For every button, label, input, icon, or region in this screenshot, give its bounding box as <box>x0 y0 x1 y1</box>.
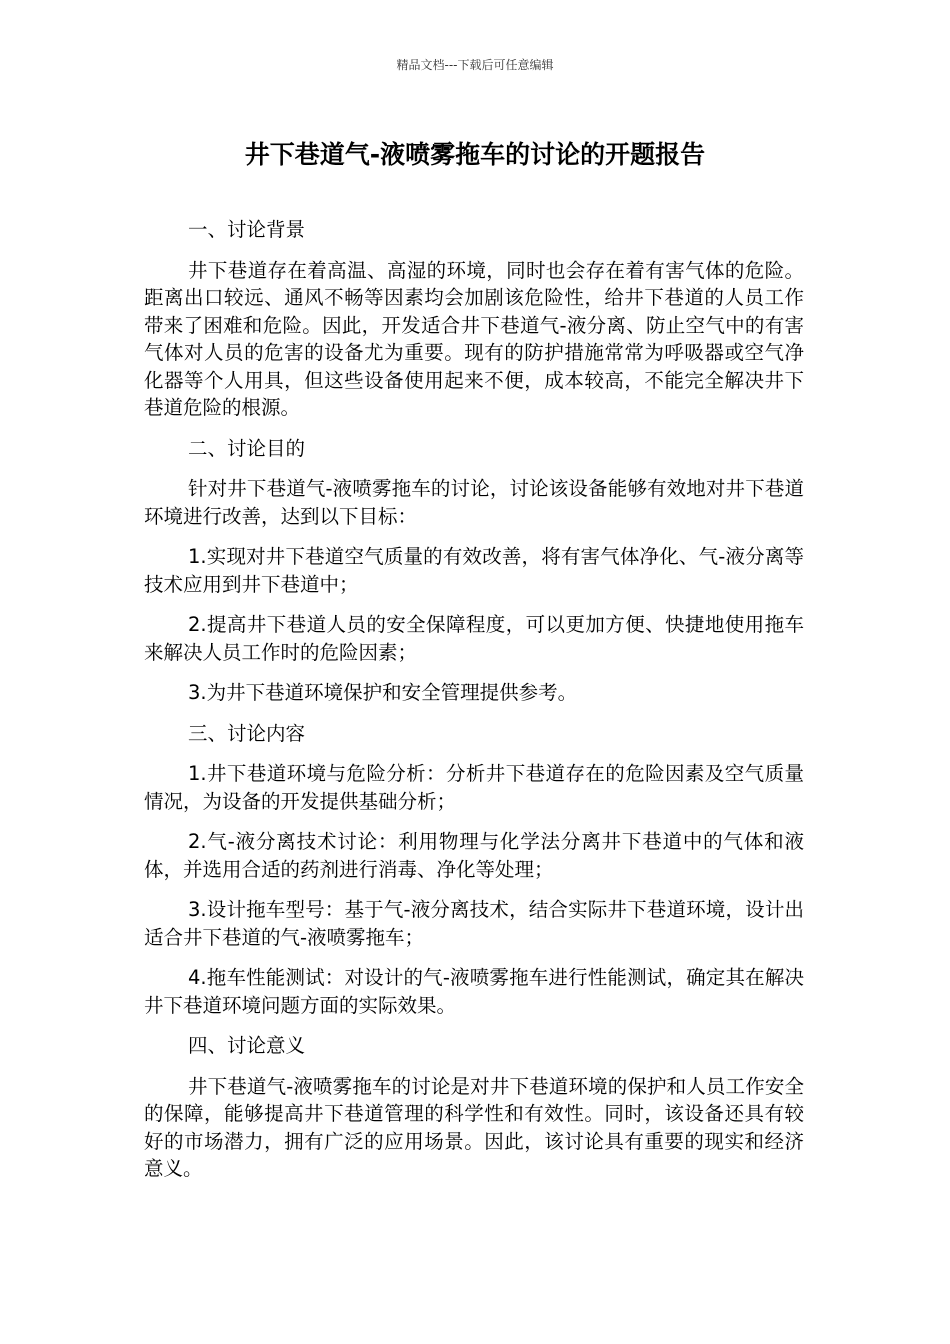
paragraph-content-item: 1.井下巷道环境与危险分析：分析井下巷道存在的危险因素及空气质量情况，为设备的开发提供基础分析； <box>144 762 804 813</box>
section-heading-significance: 四、讨论意义 <box>188 1034 306 1057</box>
paragraph-significance: 井下巷道气-液喷雾拖车的讨论是对井下巷道环境的保护和人员工作安全的保障，能够提高井下巷道管理的科学性和有效性。同时，该设备还具有较好的市场潜力，拥有广泛的应用场景。因此，该讨论具有重要的现实和经济意义。 <box>144 1074 804 1180</box>
document-body <box>144 216 804 1196</box>
header-note: 精品文档---下载后可任意编辑 <box>396 58 554 72</box>
section-heading-content: 三、讨论内容 <box>188 721 306 745</box>
document-title: 井下巷道气-液喷雾拖车的讨论的开题报告 <box>244 140 706 169</box>
paragraph-content-item: 3.设计拖车型号：基于气-液分离技术，结合实际井下巷道环境，设计出适合井下巷道的气-液喷雾拖车； <box>144 898 804 949</box>
paragraph-purpose-item: 3.为井下巷道环境保护和安全管理提供参考。 <box>188 681 578 704</box>
paragraph-purpose-item: 1.实现对井下巷道空气质量的有效改善，将有害气体净化、气-液分离等技术应用到井下巷道中； <box>144 545 804 596</box>
paragraph-content-item: 4.拖车性能测试：对设计的气-液喷雾拖车进行性能测试，确定其在解决井下巷道环境问题方面的实际效果。 <box>144 966 804 1017</box>
paragraph-background: 井下巷道存在着高温、高湿的环境，同时也会存在着有害气体的危险。距离出口较远、通风不畅等因素均会加剧该危险性，给井下巷道的人员工作带来了困难和危险。因此，开发适合井下巷道气-液分离、防止空气中的有害气体对人员的危害的设备尤为重要。现有的防护措施常常为呼吸器或空气净化器等个人用具，但这些设备使用起来不便，成本较高，不能完全解决井下巷道危险的根源。 <box>144 258 804 419</box>
paragraph-purpose-intro: 针对井下巷道气-液喷雾拖车的讨论，讨论该设备能够有效地对井下巷道环境进行改善，达到以下目标： <box>144 477 804 528</box>
paragraph-purpose-item: 2.提高井下巷道人员的安全保障程度，可以更加方便、快捷地使用拖车来解决人员工作时的危险因素； <box>144 613 804 664</box>
section-heading-purpose: 二、讨论目的 <box>188 436 306 460</box>
section-heading-background: 一、讨论背景 <box>188 218 306 241</box>
paragraph-content-item: 2.气-液分离技术讨论：利用物理与化学法分离井下巷道中的气体和液体，并选用合适的药剂进行消毒、净化等处理； <box>144 830 804 881</box>
